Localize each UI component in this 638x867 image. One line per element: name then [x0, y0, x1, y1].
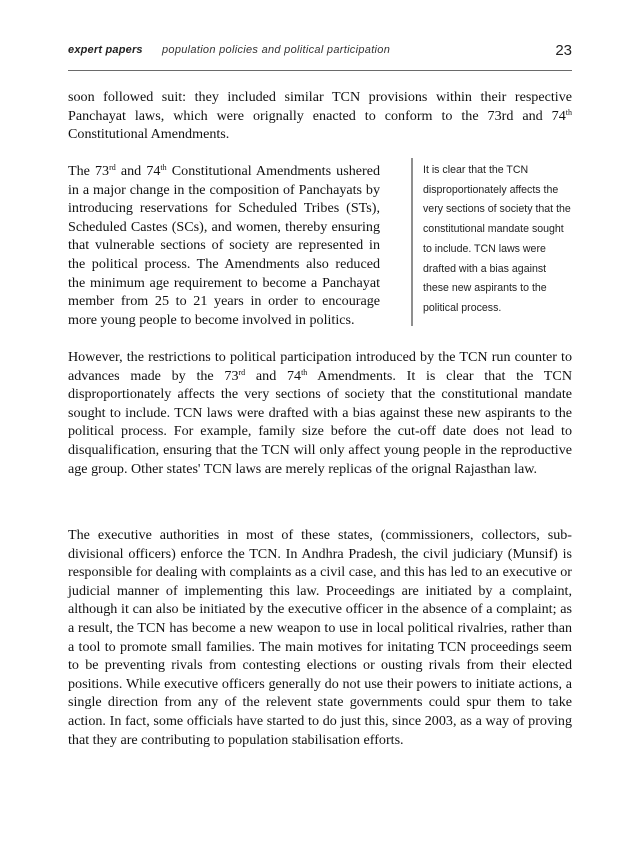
superscript: th [565, 107, 572, 117]
pull-quote [411, 158, 573, 326]
paragraph-executive: The executive authorities in most of these states, (commissioners, collectors, sub-divisional officers) enforce the TCN. In Andhra Pradesh, the civil judiciary (Munsif) is responsible for dealing with complaints as a civil case, and this has led to an executive or judicial manner of implementing this law. Proceedings are initiated by a complaint, although it can also be initiated by the executive officer in the absence of a complaint; as a result, the TCN has become a new weapon to use in local political rivalries, rather than a tool to promote small families. The main motives for initating TCN proceedings seem to be preventing rivals from contesting elections or ousting rivals from their elected positions. While executive officers generally do not use their powers to initiate actions, a single direction from any of the relevent state governments could spur them to take action. In fact, some officials have started to do just this, since 2003, as a way of proving that they are contributing to population stabilisation efforts. [68, 527, 572, 748]
paragraph-intro-text: soon followed suit: they included similar TCN provisions within their respective Panchayat laws, which were orignally enacted to conform to the 73rd and 74 [68, 89, 572, 124]
paragraph-amendments [68, 162, 380, 329]
superscript: th [160, 163, 167, 172]
running-header [68, 42, 572, 64]
paragraph-restrictions-tail: Amendments. It is clear that the TCN disproportionately affects the very sections of society that the constitutional mandate sought to include. TCN laws were drafted with a bias against these new aspirants to the political process. For example, family size before the cut-off date does not lead to disqualification, ensuring that the TCN will only affect young people in the reproductive age group. Other states' TCN laws are merely replicas of the orignal Rajasthan law. [68, 367, 572, 477]
pull-quote-text: It is clear that the TCN disproportionately affects the very sections of society that the constitutional mandate sought to include. TCN laws were drafted with a bias against these new aspirants to the political process. [423, 164, 571, 314]
superscript: rd [238, 367, 246, 377]
paragraph-intro [68, 88, 572, 144]
header-subtitle: population policies and political participation [162, 44, 391, 56]
paragraph-amendments-tail: Constitutional Amendments ushered in a major change in the composition of Panchayats by introducing reservations for Scheduled Tribes (STs), Scheduled Castes (SCs), and women, thereby ensuring that vulnerable sections of society are represented in the political process. The Amendments also reduced the minimum age requirement to become a Panchayat member from 25 to 21 years in order to encourage more young people to become involved in politics. [68, 163, 381, 328]
header-rule [68, 70, 572, 71]
paragraph-restrictions-text: However, the restrictions to political participation introduced by the TCN run counter to advances made by the 73 [68, 349, 572, 384]
section-label: expert papers [68, 44, 143, 56]
paragraph-amendments-mid: and 74 [115, 163, 161, 179]
superscript: rd [109, 163, 116, 172]
paragraph-restrictions-mid: and 74 [245, 367, 302, 384]
paragraph-intro-tail: Constitutional Amendments. [68, 126, 230, 143]
paragraph-amendments-text: The 73 [68, 163, 110, 179]
page-number: 23 [555, 42, 572, 59]
paragraph-restrictions [68, 348, 572, 478]
superscript: th [301, 367, 308, 377]
